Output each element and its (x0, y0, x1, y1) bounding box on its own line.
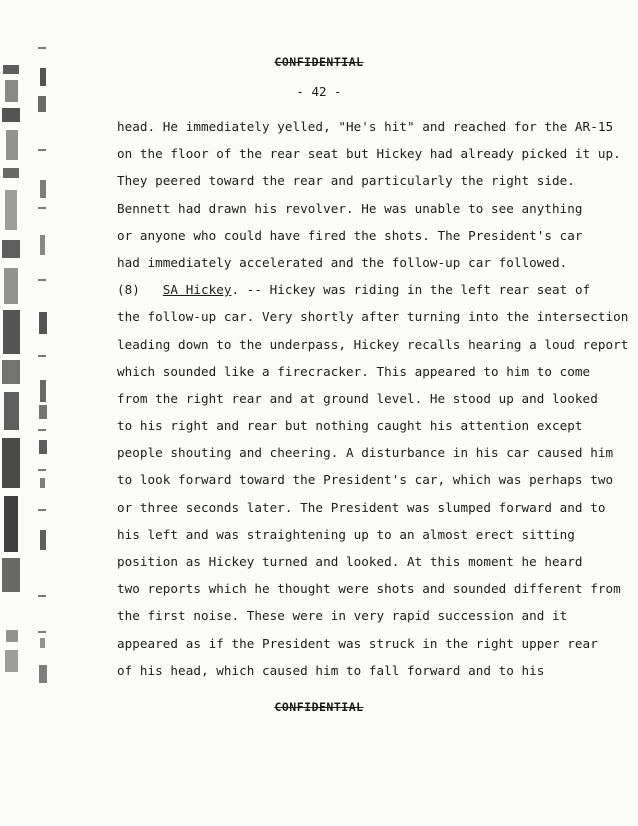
footer-classification-stamp (0, 700, 638, 714)
section-heading-line: (8) SA Hickey. -- Hickey was riding in the left rear seat of (117, 282, 591, 298)
text-line: from the right rear and at ground level. He stood up and looked (117, 390, 598, 406)
text-line: to look forward toward the President's car, which was perhaps two (117, 472, 614, 488)
text-line: leading down to the underpass, Hickey recalls hearing a loud report (117, 336, 629, 352)
text-line: head. He immediately yelled, "He's hit" and reached for the AR-15 (117, 119, 614, 134)
text-line: position as Hickey turned and looked. At this moment he heard (117, 554, 583, 569)
text-line: had immediately accelerated and the follow-up car followed. (117, 254, 568, 270)
header-classification-stamp (0, 55, 638, 69)
text-line: people shouting and cheering. A disturbance in his car caused him (117, 445, 614, 461)
text-line: or anyone who could have fired the shots. The President's car (117, 227, 583, 243)
footer-stamp-text: CONFIDENTIAL (274, 700, 364, 714)
text-line: the follow-up car. Very shortly after turning into the intersection (117, 309, 629, 325)
document-body (117, 113, 629, 684)
text-line: appeared as if the President was struck in the right upper rear (117, 635, 598, 651)
page-number: - 42 - (296, 84, 342, 99)
text-line: which sounded like a firecracker. This appeared to him to come (117, 363, 591, 379)
text-line: Bennett had drawn his revolver. He was unable to see anything (117, 200, 583, 216)
section-label: SA Hickey (162, 282, 232, 298)
text-line: on the floor of the rear seat but Hickey had already picked it up. (117, 146, 621, 162)
scan-binding-edge (0, 40, 60, 700)
text-line: his left and was straightening up to an almost erect sitting (117, 526, 575, 542)
text-line: They peered toward the rear and particularly the right side. (117, 173, 575, 189)
text-line: the first noise. These were in very rapid succession and it (117, 608, 568, 624)
text-line: or three seconds later. The President was slumped forward and to (117, 499, 606, 515)
section-number: (8) (117, 282, 163, 298)
text-line: of his head, which caused him to fall forward and to his (117, 662, 545, 678)
header-stamp-text: CONFIDENTIAL (274, 55, 364, 69)
text-line: to his right and rear but nothing caught his attention except (117, 418, 583, 434)
text-line: two reports which he thought were shots and sounded different from (117, 581, 621, 597)
